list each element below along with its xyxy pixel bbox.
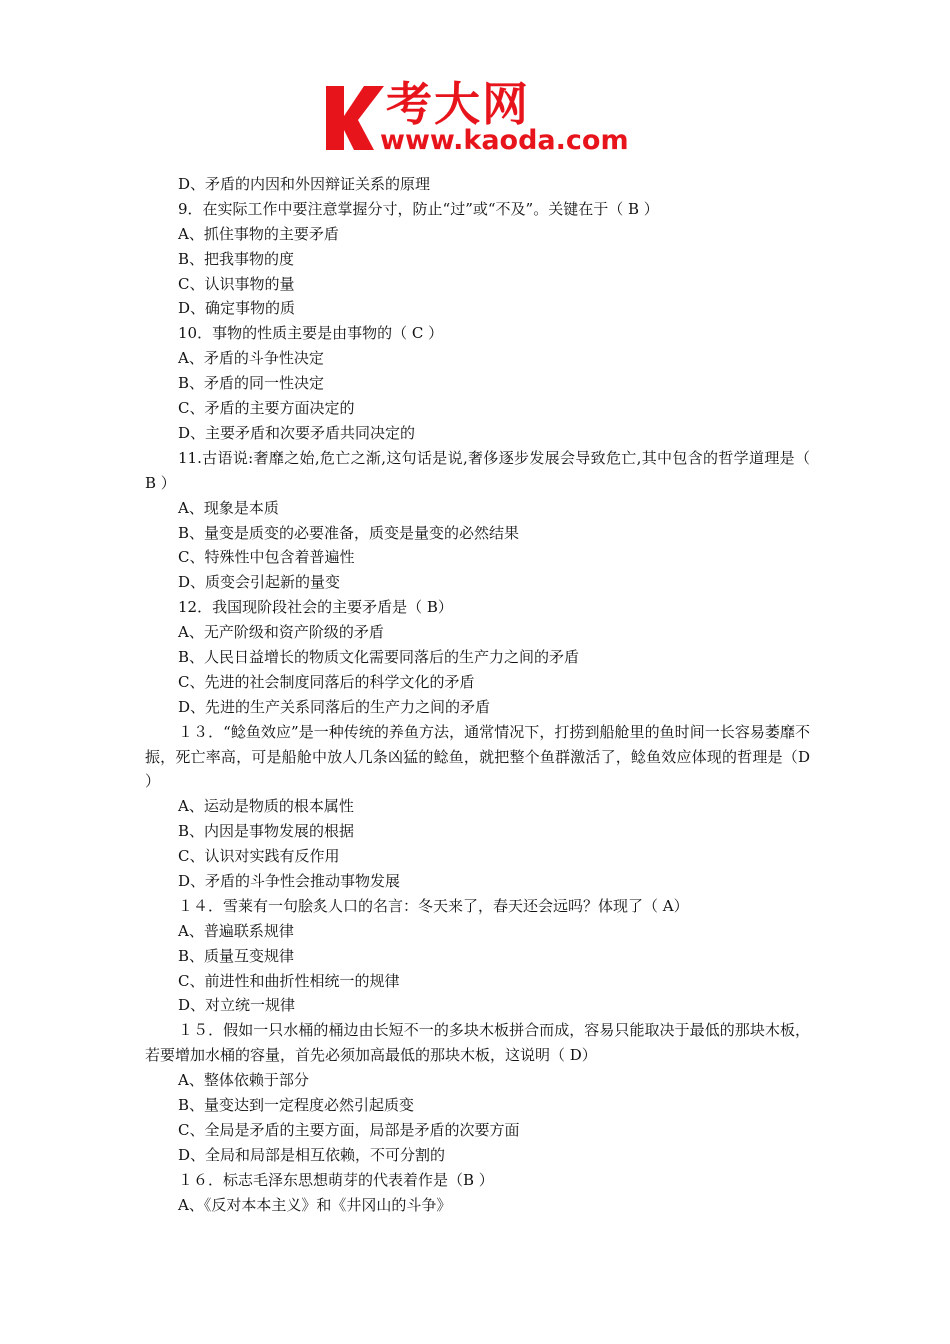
answer-option: A、普遍联系规律 (178, 921, 294, 940)
answer-option: D、先进的生产关系同落后的生产力之间的矛盾 (178, 697, 491, 716)
question-text: １３．“鲶鱼效应”是一种传统的养鱼方法，通常情况下，打捞到船舱里的鱼时间一长容易萎靡不振，死亡率高，可是船舱中放人几条凶猛的鲶鱼，就把整个鱼群激活了，鲶鱼效应体现的哲理是（D ） (145, 722, 810, 791)
logo-title: 考大网 (386, 77, 530, 131)
answer-option: B、量变达到一定程度必然引起质变 (178, 1096, 415, 1115)
question-text: 10．事物的性质主要是由事物的（ C ） (178, 324, 444, 343)
answer-option: C、全局是矛盾的主要方面，局部是矛盾的次要方面 (178, 1120, 520, 1139)
answer-option: D、主要矛盾和次要矛盾共同决定的 (178, 423, 416, 442)
answer-option: B、量变是质变的必要准备，质变是量变的必然结果 (178, 523, 520, 542)
answer-option: C、认识对实践有反作用 (178, 847, 340, 866)
answer-option: D、对立统一规律 (178, 996, 296, 1015)
question-text: 12．我国现阶段社会的主要矛盾是（ B） (178, 598, 453, 617)
answer-option: B、内因是事物发展的根据 (178, 822, 355, 841)
answer-option: C、特殊性中包含着普遍性 (178, 548, 355, 567)
answer-option: C、矛盾的主要方面决定的 (178, 399, 355, 418)
kaoda-logo[interactable] (318, 77, 643, 162)
logo-url: www.kaoda.com (380, 125, 629, 156)
answer-option: D、全局和局部是相互依赖，不可分割的 (178, 1145, 446, 1164)
answer-option: D、矛盾的内因和外因辩证关系的原理 (178, 175, 431, 193)
question-text: 9．在实际工作中要注意掌握分寸，防止“过”或“不及”。关键在于（ B ） (178, 199, 659, 218)
answer-option: B、质量互变规律 (178, 946, 295, 965)
answer-option: A、无产阶级和资产阶级的矛盾 (178, 623, 384, 642)
question-text: 11.古语说:奢靡之始,危亡之渐,这句话是说,奢侈逐步发展会导致危亡,其中包含的哲学道理是（ B ） (145, 448, 810, 492)
k-logo-icon (318, 80, 388, 156)
answer-option: D、矛盾的斗争性会推动事物发展 (178, 872, 401, 891)
answer-option: B、把我事物的度 (178, 249, 295, 268)
answer-option: A、现象是本质 (178, 498, 279, 517)
question-text: １４．雪莱有一句脍炙人口的名言：冬天来了，春天还会远吗？体现了（ A） (178, 896, 689, 915)
answer-option: C、认识事物的量 (178, 274, 295, 293)
answer-option: C、先进的社会制度同落后的科学文化的矛盾 (178, 672, 475, 691)
answer-option: D、确定事物的质 (178, 299, 296, 318)
question-text: １５．假如一只水桶的桶边由长短不一的多块木板拼合而成，容易只能取决于最低的那块木板，若要增加水桶的容量，首先必须加高最低的那块木板，这说明（ D） (145, 1021, 810, 1065)
answer-option: A、矛盾的斗争性决定 (178, 349, 324, 368)
answer-option: A、整体依赖于部分 (178, 1071, 309, 1090)
answer-option: A、《反对本本主义》和《井冈山的斗争》 (178, 1195, 452, 1214)
question-text: １６．标志毛泽东思想萌芽的代表着作是（B ） (178, 1170, 494, 1189)
answer-option: B、矛盾的同一性决定 (178, 374, 325, 393)
answer-option: A、抓住事物的主要矛盾 (178, 224, 339, 243)
document-body (145, 172, 810, 1218)
answer-option: D、质变会引起新的量变 (178, 573, 341, 592)
answer-option: A、运动是物质的根本属性 (178, 797, 354, 816)
answer-option: B、人民日益增长的物质文化需要同落后的生产力之间的矛盾 (178, 647, 580, 666)
answer-option: C、前进性和曲折性相统一的规律 (178, 971, 400, 990)
